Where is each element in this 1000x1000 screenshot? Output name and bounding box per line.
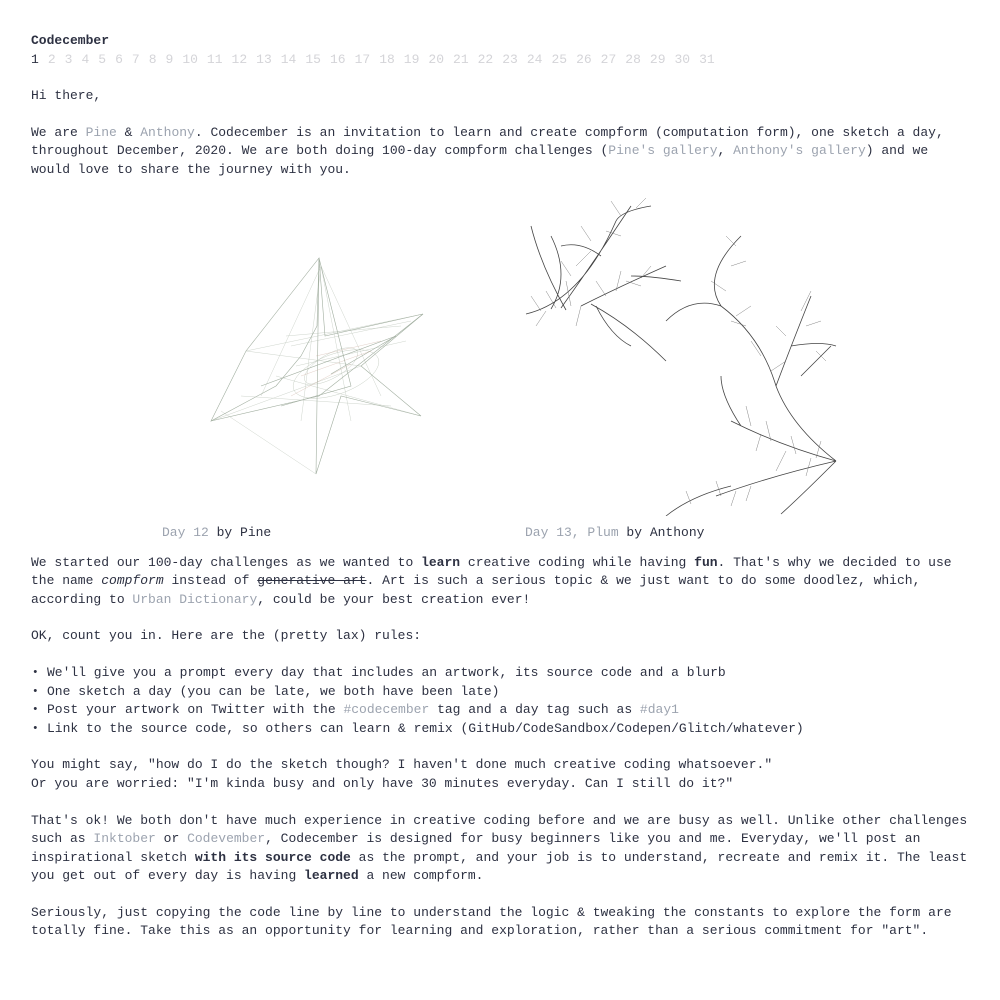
question-two: Or you are worried: "I'm kinda busy and only have 30 minutes everyday. Can I still do it?": [31, 775, 734, 791]
day-link-27[interactable]: 27: [600, 51, 617, 67]
day1-tag-link[interactable]: #day1: [639, 702, 679, 718]
day-link-28[interactable]: 28: [625, 51, 641, 67]
day-link-24[interactable]: 24: [526, 51, 543, 67]
day-link-3[interactable]: 3: [64, 51, 73, 67]
day12-caption: Day 12 by Pine: [162, 524, 272, 540]
day-link-9[interactable]: 9: [165, 51, 174, 67]
day-link-18[interactable]: 18: [379, 51, 395, 67]
day-link-19[interactable]: 19: [403, 51, 420, 67]
day-link-7[interactable]: 7: [131, 51, 140, 67]
list-item: • Post your artwork on Twitter with the #codecember tag and a day tag such as #day1: [47, 701, 971, 720]
about-paragraph: We started our 100-day challenges as we wanted to learn creative coding while having fun. That's why we decided to use the name compform instead of generative art. Art is such a serious topic & we just want to do some doodlez, which, according to Urban Dictionary, could be your best creation ever!: [31, 554, 952, 607]
day-link-22[interactable]: 22: [477, 51, 494, 67]
day-link-26[interactable]: 26: [576, 51, 592, 67]
day-link-25[interactable]: 25: [551, 51, 568, 67]
urban-dictionary-link[interactable]: Urban Dictionary: [132, 591, 258, 607]
codevember-link[interactable]: Codevember: [187, 831, 266, 847]
day-link-11[interactable]: 11: [206, 51, 223, 67]
day-link-13[interactable]: 13: [256, 51, 272, 67]
day13-plum-artwork-image[interactable]: [521, 196, 841, 516]
day-link-30[interactable]: 30: [674, 51, 691, 67]
day-link-20[interactable]: 20: [428, 51, 445, 67]
list-item: • One sketch a day (you can be late, we both have been late): [47, 683, 971, 702]
day-link-2[interactable]: 2: [47, 51, 56, 67]
rules-list: [31, 664, 971, 738]
day-link-8[interactable]: 8: [148, 51, 157, 67]
anthony-link[interactable]: Anthony: [140, 124, 195, 140]
codecember-tag-link[interactable]: #codecember: [343, 702, 430, 718]
list-item: • We'll give you a prompt every day that includes an artwork, its source code and a blurb: [47, 664, 971, 683]
day-link-16[interactable]: 16: [329, 51, 346, 67]
seriously-paragraph: Seriously, just copying the code line by line to understand the logic & tweaking the constants to explore the form are totally fine. Take this as an opportunity for learning and exploration, rather than a serious commitment for "art".: [31, 904, 952, 939]
day-link-4[interactable]: 4: [81, 51, 90, 67]
answer-paragraph: That's ok! We both don't have much experience in creative coding before and we are busy as well. Unlike other challenges such as Inktober or Codevember, Codecember is designed for busy beginners like you and me. Everyday, we'll post an inspirational sketch with its source code as the prompt, and your job is to understand, recreate and remix it. The least you get out of every day is having learned a new compform.: [31, 812, 968, 884]
anthony-gallery-link[interactable]: Anthony's gallery: [733, 143, 866, 159]
day12-link[interactable]: Day 12: [162, 524, 209, 540]
day13-caption: Day 13, Plum by Anthony: [525, 524, 705, 540]
day-navigation: [31, 51, 971, 70]
day-link-14[interactable]: 14: [280, 51, 297, 67]
day-link-31[interactable]: 31: [699, 51, 715, 67]
day-link-5[interactable]: 5: [98, 51, 107, 67]
pine-gallery-link[interactable]: Pine's gallery: [608, 143, 718, 159]
page-content: [31, 32, 971, 941]
inktober-link[interactable]: Inktober: [93, 831, 156, 847]
rules-intro: OK, count you in. Here are the (pretty lax) rules:: [31, 628, 422, 644]
day-link-10[interactable]: 10: [182, 51, 198, 67]
day13-plum-link[interactable]: Day 13, Plum: [525, 524, 619, 540]
day-link-1[interactable]: 1: [31, 51, 39, 67]
day-link-17[interactable]: 17: [354, 51, 371, 67]
artwork-gallery: [31, 196, 971, 540]
day-link-15[interactable]: 15: [305, 51, 321, 67]
site-title[interactable]: Codecember: [31, 33, 110, 48]
list-item: • Link to the source code, so others can learn & remix (GitHub/CodeSandbox/Codepen/Glitch/whatever): [47, 720, 971, 739]
day-link-29[interactable]: 29: [649, 51, 666, 67]
day-link-12[interactable]: 12: [231, 51, 248, 67]
day12-artwork-image[interactable]: [201, 246, 441, 476]
question-one: You might say, "how do I do the sketch though? I haven't done much creative coding whatsoever.": [31, 757, 773, 773]
greeting: Hi there,: [31, 88, 102, 104]
day-link-23[interactable]: 23: [502, 51, 518, 67]
pine-link[interactable]: Pine: [85, 124, 117, 140]
intro-paragraph: We are Pine & Anthony. Codecember is an invitation to learn and create compform (computation form), one sketch a day, throughout December, 2020. We are both doing 100-day compform challenges (Pine's gallery, Anthony's gallery) and we would love to share the journey with you.: [31, 124, 944, 177]
day-link-6[interactable]: 6: [115, 51, 123, 67]
day-link-21[interactable]: 21: [453, 51, 469, 67]
